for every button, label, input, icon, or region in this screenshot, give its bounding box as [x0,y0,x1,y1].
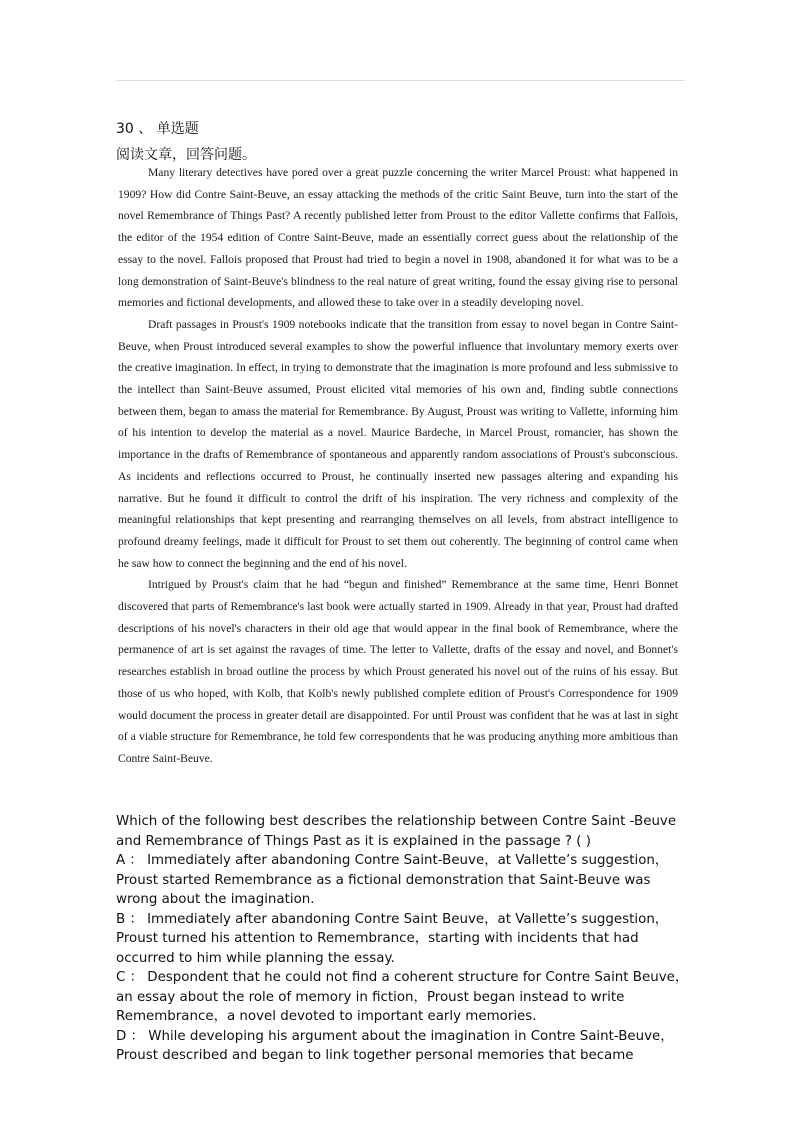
question-number: 30 、 单选题 [116,121,199,137]
passage-image [118,162,678,770]
option-b[interactable]: B ： Immediately after abandoning Contre Saint Beuve，at Vallette’s suggestion，Proust turned his attention to Remembrance，starting with incidents that had occurred to him while planning the essay. [116,911,669,966]
option-c[interactable]: C ： Despondent that he could not find a coherent structure for Contre Saint Beuve，an essay about the role of memory in fiction，Proust began instead to write Remembrance，a novel devoted to important early memories. [116,970,689,1024]
passage-paragraph-1: Many literary detectives have pored over a great puzzle concerning the writer Marcel Proust: what happened in 1909? How did Contre Saint-Beuve, an essay attacking the methods of the critic Saint Beuve, turn into the start of the novel Remembrance of Things Past? A recently published letter from Proust to the editor Vallette confirms that Fallois, the editor of the 1954 edition of Contre Saint-Beuve, made an essentially correct guess about the relationship of the essay to the novel. Fallois proposed that Proust had tried to begin a novel in 1908, abandoned it for what was to be a long demonstration of Saint-Beuve's blindness to the real nature of great writing, found the essay giving rise to personal memories and fictional developments, and allowed these to take over in a steadily developing novel. [118,166,678,310]
question-block [116,812,691,1066]
passage-paragraph-3: Intrigued by Proust's claim that he had “begun and finished” Remembrance at the same time, Henri Bonnet discovered that parts of Remembrance's last book were actually started in 1909. Already in that year, Proust had drafted descriptions of his novel's characters in their old age that would appear in the final book of Remembrance, where the permanence of art is set against the ravages of time. The letter to Vallette, drafts of the essay and novel, and Bonnet's researches establish in broad outline the process by which Proust generated his novel out of the ruins of his essay. But those of us who hoped, with Kolb, that Kolb's newly published complete edition of Proust's Correspondence for 1909 would document the process in greater detail are disappointed. For until Proust was confident that he was at last in sight of a viable structure for Remembrance, he told few correspondents that he was producing anything more ambitious than Contre Saint-Beuve. [118,578,678,765]
top-divider [116,80,685,81]
passage-paragraph-2: Draft passages in Proust's 1909 notebooks indicate that the transition from essay to novel began in Contre Saint-Beuve, when Proust introduced several examples to show the powerful influence that involuntary memory exerts over the creative imagination. In effect, in trying to demonstrate that the imagination is more profound and less submissive to the intellect than Saint-Beuve assumed, Proust elicited vital memories of his own and, finding subtle connections between them, began to amass the material for Remembrance. By August, Proust was writing to Vallette, informing him of his intention to develop the material as a novel. Maurice Bardeche, in Marcel Proust, romancier, has shown the importance in the drafts of Remembrance of spontaneous and apparently random associations of Proust's subconscious. As incidents and reflections occurred to Proust, he continually inserted new passages altering and expanding his narrative. But he found it difficult to control the drift of his inspiration. The very richness and complexity of the meaningful relationships that kept presenting and rearranging themselves on all levels, from abstract intelligence to profound dreamy feelings, made it difficult for Proust to set them out coherently. The beginning of control came when he saw how to connect the beginning and the end of his novel. [118,317,678,570]
option-a[interactable]: A ： Immediately after abandoning Contre Saint-Beuve，at Vallette’s suggestion，Proust started Remembrance as a fictional demonstration that Saint-Beuve was wrong about the imagination. [116,853,669,907]
question-instruction: 阅读文章，回答问题。 [116,147,256,163]
question-stem: Which of the following best describes the relationship between Contre Saint -Beuve and Remembrance of Things Past as it is explained in the passage ? ( ) [116,814,677,849]
option-d[interactable]: D ： While developing his argument about the imagination in Contre Saint-Beuve，Proust described and began to link together personal memories that became [116,1028,674,1063]
